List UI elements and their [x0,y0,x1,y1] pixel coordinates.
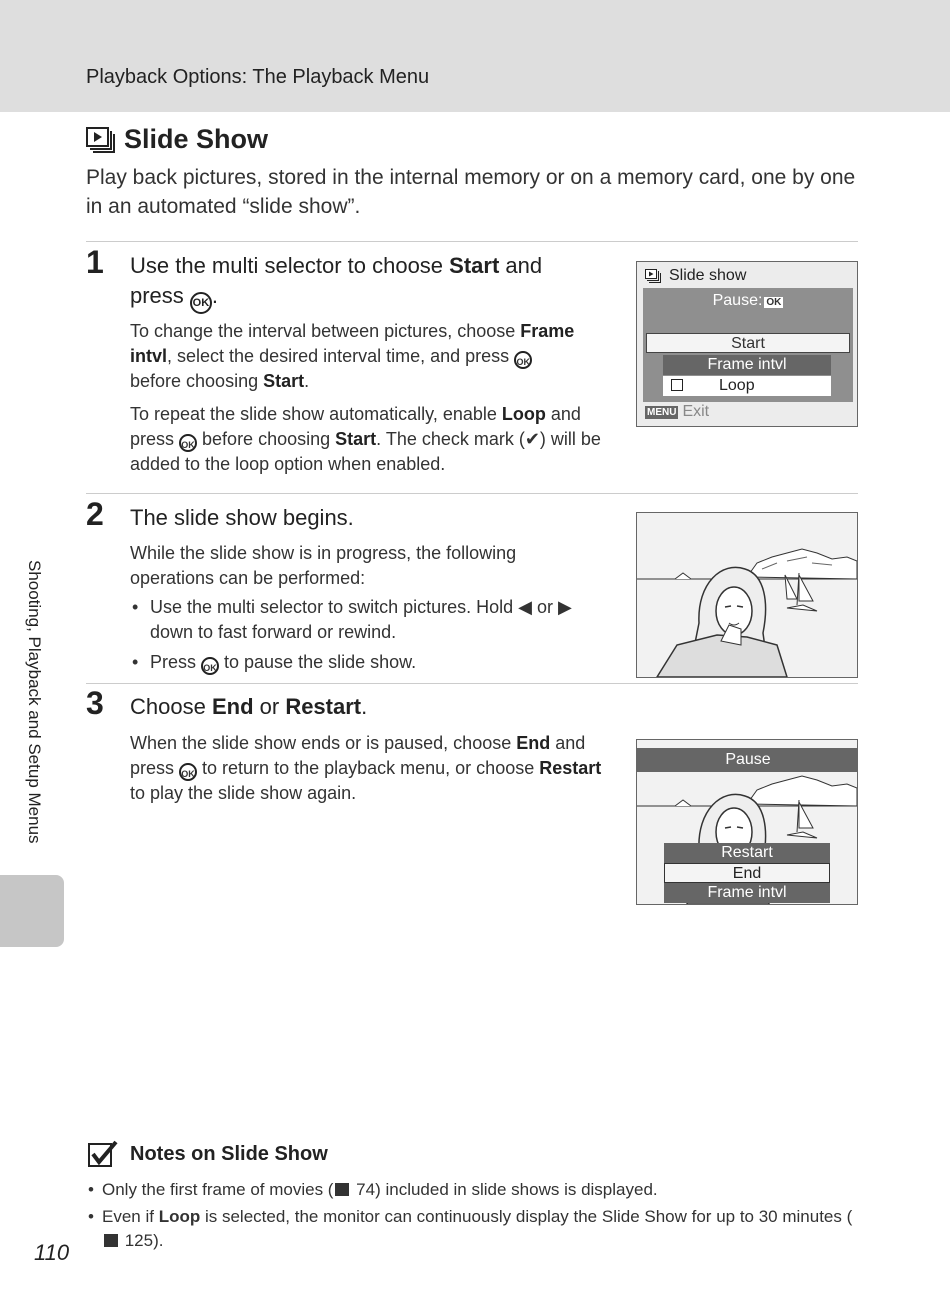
note-item-1: • Only the first frame of movies ( 74) included in slide shows is displayed. [86,1178,866,1202]
step-2-para: While the slide show is in progress, the following operations can be performed: [130,543,517,588]
ok-button-icon: OK [201,657,219,675]
slide-show-menu-screen [636,261,858,427]
ok-button-icon: OK [190,292,212,314]
slideshow-playback-screen [636,512,858,678]
menu-button-icon: MENU [647,406,677,418]
side-tab-marker [0,875,64,947]
right-arrow-icon: ▶ [558,597,572,617]
ok-button-icon: OK [179,763,197,781]
title-text: Slide Show [124,124,269,154]
step-2-number: 2 [86,496,104,532]
step-1-para-1: To change the interval between pictures, choose Frame intvl, select the desired interval time, and press OK before choosing Start. [130,321,575,391]
ok-button-icon: OK [514,351,532,369]
menu-panel [643,288,853,402]
intro-text: Play back pictures, stored in the internal memory or on a memory card, one by one in an automated “slide show”. [86,166,856,218]
page-number: 110 [34,1240,70,1265]
step-3-heading: Choose End or Restart. [130,694,368,719]
menu-item-frame-intvl[interactable]: Frame intvl [664,883,830,903]
left-arrow-icon: ◀ [518,597,532,617]
pause-menu-screen [636,739,858,905]
step-3-para: When the slide show ends or is paused, choose End and press OK to return to the playback menu, or choose Restart to play the slide show again. [130,733,602,803]
step-2-bullet-1: • Use the multi selector to switch pictures. Hold ◀ or ▶ down to fast forward or rewind. [130,595,600,645]
divider [86,241,858,242]
pause-bar: Pause [637,748,858,772]
checkbox-icon [671,379,683,391]
notes-title: Notes on Slide Show [130,1143,328,1165]
step-1-number: 1 [86,244,104,280]
ok-button-icon: OK [179,434,197,452]
checkmark-note-icon [88,1140,118,1173]
page-reference-icon [104,1234,118,1247]
section-header: Playback Options: The Playback Menu [86,66,430,88]
page-reference-icon [335,1183,349,1196]
menu-item-restart[interactable]: Restart [664,843,830,863]
menu-item-loop[interactable]: Loop [663,376,831,396]
pause-hint: Pause: OK [712,292,782,309]
slideshow-icon [645,269,661,283]
step-3-number: 3 [86,685,104,721]
page-title [86,124,268,155]
side-tab-label: Shooting, Playback and Setup Menus [25,560,44,844]
note-item-2: • Even if Loop is selected, the monitor can continuously display the Slide Show for up to 30 minutes ( 125). [86,1205,866,1253]
menu-item-end[interactable]: End [664,863,830,883]
step-2-heading: The slide show begins. [130,505,354,530]
menu-item-start[interactable]: Start [646,333,850,353]
header-band [0,0,950,112]
step-2-bullet-2: • Press OK to pause the slide show. [130,650,600,675]
ok-glyph-icon: OK [766,297,782,308]
divider [86,493,858,494]
slideshow-icon [86,127,116,153]
screen-header [645,267,746,285]
step-1-heading: Use the multi selector to choose Start and press OK . [130,251,610,314]
woman-by-lake-illustration [637,513,857,677]
step-1-para-2: To repeat the slide show automatically, enable Loop and press OK before choosing Start. The check mark (✔) will be added to the loop option when enabled. [130,404,601,474]
exit-hint: MENU Exit [647,403,710,420]
screen-title: Slide show [669,267,747,284]
divider [86,683,858,684]
menu-item-frame-intvl[interactable]: Frame intvl [663,355,831,375]
